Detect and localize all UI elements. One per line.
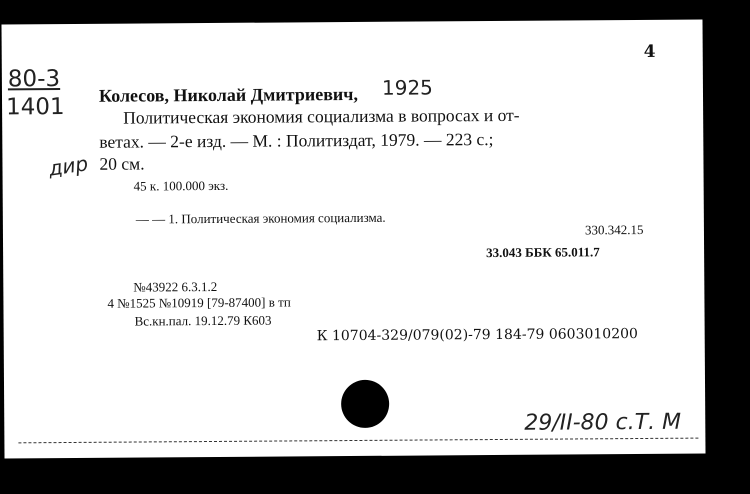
title-line-2: ветах. — 2-е изд. — М. : Политиздат, 1979. — 223 с.; xyxy=(99,129,494,152)
author-years: 1925 xyxy=(381,75,433,100)
subject-heading: — — 1. Политическая экономия социализма. xyxy=(135,209,386,227)
bbk-code: 33.043 ББК 65.011.7 xyxy=(486,244,600,261)
card-edge-line xyxy=(18,438,698,444)
price-line: 45 к. 100.000 экз. xyxy=(133,177,229,194)
catalog-code-line: К 10704-329/079(02)-79 184-79 0603010200 xyxy=(316,326,638,345)
udc-code: 330.342.15 xyxy=(584,221,644,238)
title-line-1: Политическая экономия социализма в вопросах и от- xyxy=(123,104,520,128)
shelf-mark-top: 80-3 xyxy=(7,66,61,93)
handwritten-side-note: дир xyxy=(46,151,90,181)
title-line-3: 20 см. xyxy=(99,153,145,174)
catalog-card xyxy=(1,20,705,459)
author-name: Колесов, Николай Дмитриевич, xyxy=(98,83,358,106)
registry-line: Вс.кн.пал. 19.12.79 К603 xyxy=(134,312,272,329)
punch-hole xyxy=(341,380,389,428)
acquisition-line: 4 №1525 №10919 [79-87400] в тп xyxy=(107,294,291,311)
inventory-number: №43922 6.3.1.2 xyxy=(133,278,218,295)
shelf-mark-bottom: 1401 xyxy=(5,94,65,121)
page-number: 4 xyxy=(643,41,656,62)
handwritten-date: 29/II-80 с.Т. М xyxy=(524,409,682,436)
